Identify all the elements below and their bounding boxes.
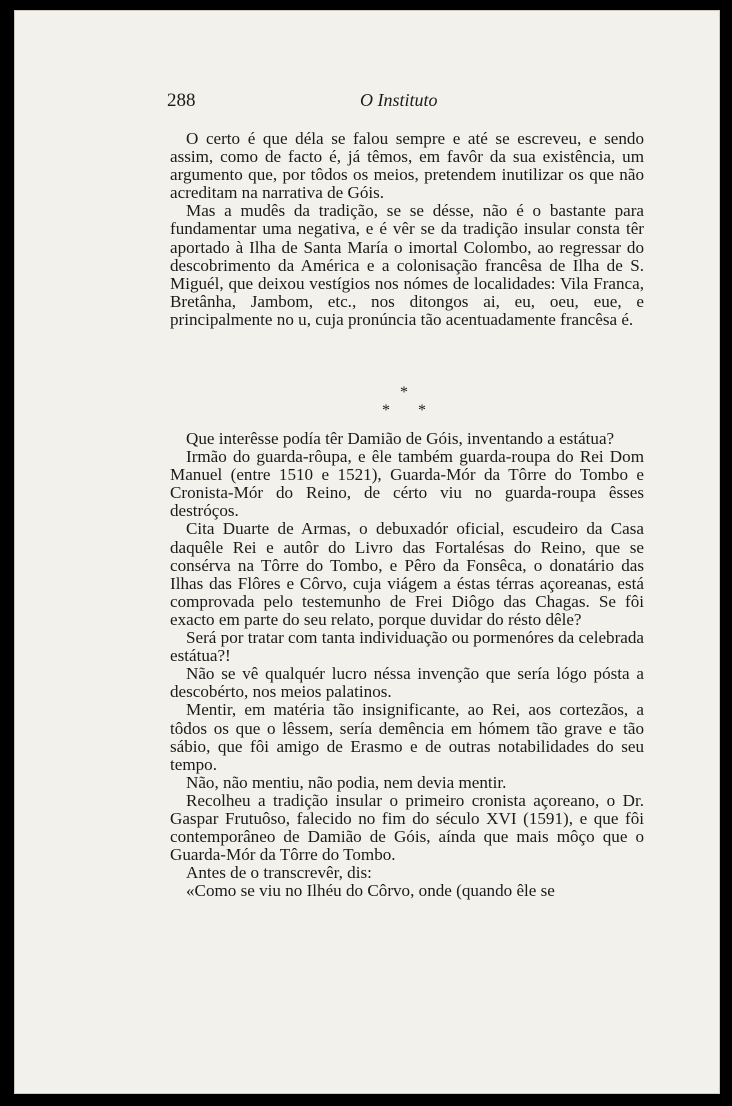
paragraph: «Como se viu no Ilhéu do Côrvo, onde (quando êle se bbox=[186, 881, 555, 901]
paragraph: Cita Duarte de Armas, o debuxadór oficial, escudeiro da Casa daquêle Rei e autôr do Livro das Fortalésas do Reino, que se consérva na Tôrre do Tombo, e Pêro da Fonsêca, o donatário das Ilhas das Flôres e Côrvo, cuja viágem a éstas térras açoreanas, está comprovada pelo testemunho de Frei Diôgo das Chagas. Se fôi exacto em parte do seu relato, porque duvidar do résto dêle? bbox=[170, 519, 644, 629]
paragraph: Que interêsse podía têr Damião de Góis, inventando a estátua? bbox=[186, 429, 615, 448]
separator-star-right: * bbox=[418, 402, 426, 419]
page-header bbox=[14, 90, 720, 116]
paragraph: Não, não mentiu, não podia, nem devia mentir. bbox=[186, 772, 507, 792]
book-page bbox=[14, 10, 720, 1094]
paragraph: Mentir, em matéria tão insignificante, ao Rei, aos cortezãos, a tôdos os que o lêssem, sería demência em hómem tão grave e tão sábio, que fôi amigo de Erasmo e de outras notabilidades do seu tempo. bbox=[170, 700, 644, 774]
paragraph: Mas a mudês da tradição, se se désse, não é o bastante para fundamentar uma negativa, e é vêr se da tradição insular consta têr aportado à Ilha de Santa María o imortal Colombo, ao regressar do descobrimento da América e a colonisação francêsa de Ilha de S. Miguél, que deixou vestígios nos nómes de localidades: Vila Franca, Bretânha, Jambom, etc., nos ditongos ai, eu, oeu, eue, e principalmente no u, cuja pronúncia tão acentuadamente francêsa é. bbox=[170, 201, 644, 329]
running-title: O Instituto bbox=[360, 90, 438, 110]
text-block-1 bbox=[170, 130, 644, 329]
paragraph: O certo é que déla se falou sempre e até se escreveu, e sendo assim, como de facto é, já têmos, em favôr da sua existência, um argumento que, por tôdos os meios, pretendem inutilizar os que não acreditam na narrativa de Góis. bbox=[170, 129, 644, 203]
paragraph: Não se vê qualquér lucro néssa invenção que sería lógo pósta a descobérto, nos meios palatinos. bbox=[170, 664, 644, 702]
page-number: 288 bbox=[167, 90, 196, 111]
paragraph: Recolheu a tradição insular o primeiro cronista açoreano, o Dr. Gaspar Frutuôso, falecido no fim do século XVI (1591), e que fôi contemporâneo de Damião de Góis, aínda que mais môço que o Guarda-Mór da Tôrre do Tombo. bbox=[170, 790, 644, 865]
separator-star-left: * bbox=[382, 402, 390, 419]
paragraph: Será por tratar com tanta individuação ou pormenóres da celebrada estátua?! bbox=[170, 628, 645, 666]
paragraph: Irmão do guarda-rôupa, e êle também guarda-roupa do Rei Dom Manuel (entre 1510 e 1521), Guarda-Mór da Tôrre do Tombo e Cronista-Mór do Reino, de cérto viu no guarda-roupa êsses destróços. bbox=[170, 447, 644, 521]
text-block-2 bbox=[170, 430, 644, 900]
separator-star-top: * bbox=[400, 384, 408, 401]
section-separator bbox=[374, 384, 434, 424]
paragraph: Antes de o transcrevêr, dis: bbox=[186, 863, 372, 883]
